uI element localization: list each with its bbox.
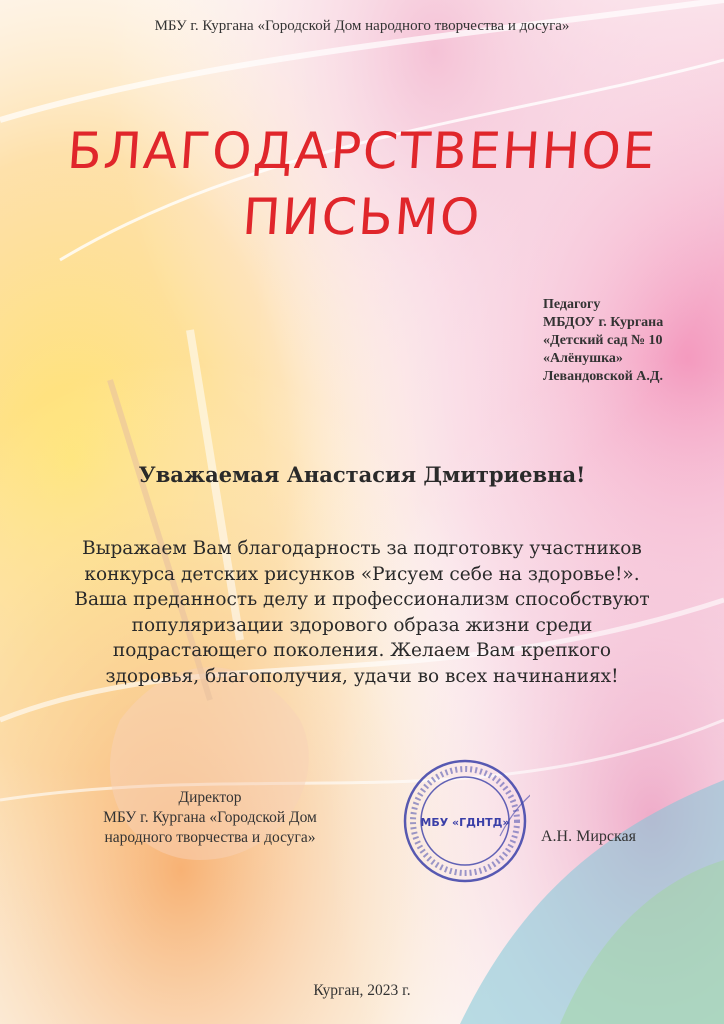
document-title-line2: ПИСЬМО — [240, 188, 484, 246]
recipient-line: «Алёнушка» — [543, 351, 623, 366]
position-line: МБУ г. Кургана «Городской Дом — [103, 809, 317, 826]
body-line: здоровья, благополучия, удачи во всех начинаниях! — [105, 665, 619, 687]
position-line: Директор — [178, 789, 242, 806]
body-line: популяризации здорового образа жизни среди — [131, 614, 593, 636]
place-date: Курган, 2023 г. — [313, 982, 411, 999]
body-line: Ваша преданность делу и профессионализм способствуют — [74, 589, 650, 610]
body-line: Выражаем Вам благодарность за подготовку участников — [82, 538, 642, 559]
signatory-name: А.Н. Мирская — [541, 828, 636, 845]
recipient-line: «Детский сад № 10 — [543, 333, 663, 348]
stamp-text: МБУ «ГДНТД» — [420, 816, 510, 829]
recipient-block — [543, 296, 663, 386]
position-line: народного творчества и досуга» — [104, 829, 316, 846]
organization-header: МБУ г. Кургана «Городской Дом народного творчества и досуга» — [154, 18, 570, 34]
signatory-position — [70, 788, 350, 848]
recipient-line: Левандовской А.Д. — [543, 369, 664, 384]
recipient-line: МБДОУ г. Кургана — [543, 315, 664, 330]
greeting: Уважаемая Анастасия Дмитриевна! — [138, 462, 586, 487]
letter-body — [40, 536, 684, 689]
recipient-line: Педагогу — [543, 297, 601, 312]
official-stamp — [400, 756, 530, 886]
body-line: подрастающего поколения. Желаем Вам крепкого — [112, 640, 612, 661]
body-line: конкурса детских рисунков «Рисуем себе на здоровье!». — [84, 563, 640, 585]
document-title-line1: БЛАГОДАРСТВЕННОЕ — [65, 122, 659, 180]
